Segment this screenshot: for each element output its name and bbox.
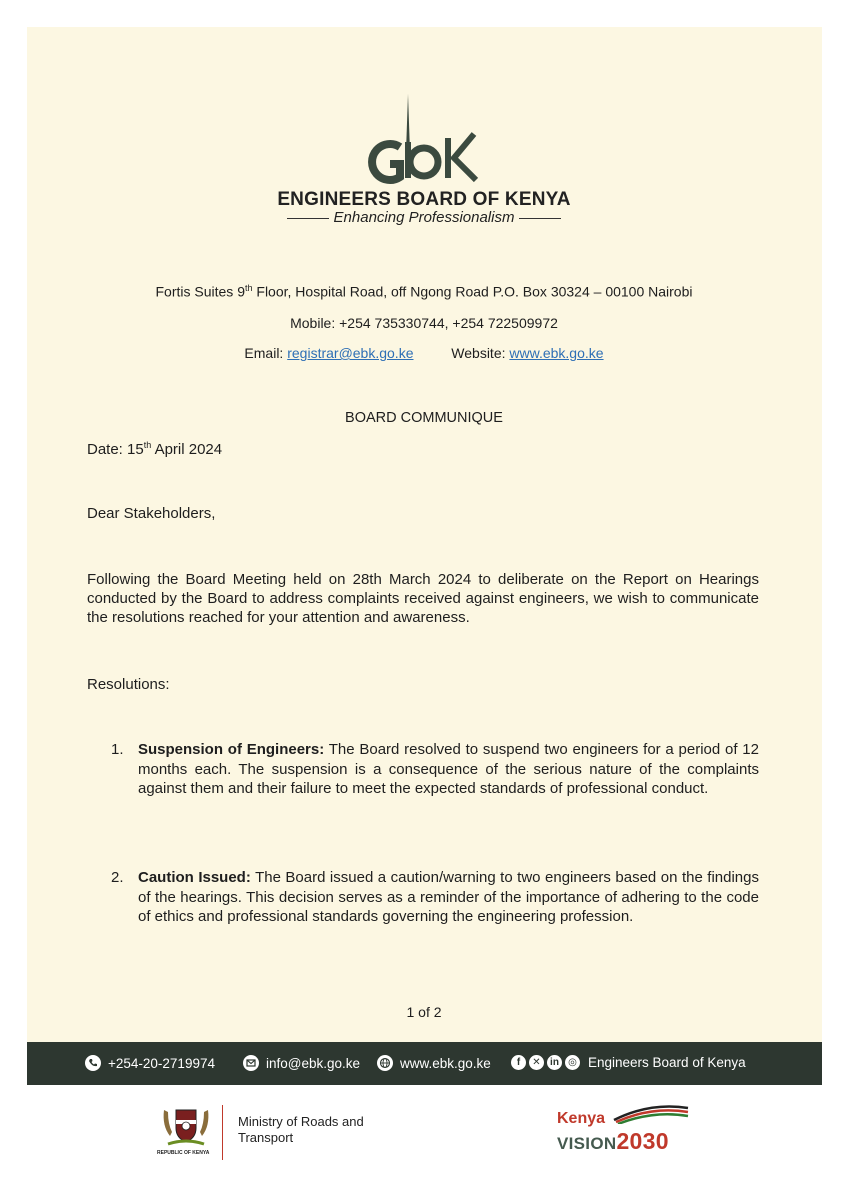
vision-swoosh-icon <box>612 1104 690 1124</box>
email-link[interactable]: registrar@ebk.go.ke <box>287 345 414 361</box>
salutation: Dear Stakeholders, <box>87 505 216 522</box>
ministry-name: Ministry of Roads and Transport <box>238 1114 364 1145</box>
resolution-number: 1. <box>111 741 124 758</box>
phone-icon <box>85 1055 101 1071</box>
ebk-logo-icon <box>362 92 492 187</box>
website-link[interactable]: www.ebk.go.ke <box>509 345 604 361</box>
facebook-icon[interactable]: f <box>511 1055 526 1070</box>
tagline-rule-right <box>519 218 561 219</box>
vision-2030-logo: VISION2030 <box>557 1128 669 1154</box>
tagline <box>0 209 848 226</box>
date-line: Date: 15th April 2024 <box>87 440 223 458</box>
email-website-line: Email: registrar@ebk.go.ke Website: www.ebk.go.ke <box>244 345 604 361</box>
footer-contact-bar <box>27 1042 822 1085</box>
resolutions-title: Resolutions: <box>87 676 170 693</box>
linkedin-icon[interactable]: in <box>547 1055 562 1070</box>
footer-phone[interactable]: +254-20-2719974 <box>85 1055 215 1071</box>
page-title: BOARD COMMUNIQUE <box>345 410 503 426</box>
intro-paragraph: Following the Board Meeting held on 28th March 2024 to deliberate on the Report on Hearings conducted by the Board to address complaints received against engineers, we wish to communicate the resolutions reached for your attention and awareness. <box>87 571 759 626</box>
x-twitter-icon[interactable]: ✕ <box>529 1055 544 1070</box>
tagline-text: Enhancing Professionalism <box>333 209 515 226</box>
globe-icon <box>377 1055 393 1071</box>
resolution-title: Caution Issued: <box>138 869 251 886</box>
resolution-item <box>111 868 759 927</box>
resolution-title: Suspension of Engineers: <box>138 741 325 758</box>
org-name: ENGINEERS BOARD OF KENYA <box>277 189 571 210</box>
ministry-divider <box>222 1105 223 1160</box>
mail-icon <box>243 1055 259 1071</box>
resolution-number: 2. <box>111 869 124 886</box>
instagram-icon[interactable]: ◎ <box>565 1055 580 1070</box>
footer-website[interactable]: www.ebk.go.ke <box>377 1055 491 1071</box>
footer-email[interactable]: info@ebk.go.ke <box>243 1055 360 1071</box>
resolution-text: The Board resolved to suspend two engineers for a period of 12 months each. The suspension is a consequence of the serious nature of the complaints against them and their failure to meet the expected standards of professional conduct. <box>138 741 759 797</box>
coat-caption: REPUBLIC OF KENYA <box>157 1150 210 1156</box>
vision-kenya-text: Kenya <box>557 1110 606 1127</box>
kenya-coat-of-arms-icon <box>160 1102 212 1150</box>
footer-social[interactable]: f ✕ in ◎ Engineers Board of Kenya <box>511 1055 746 1070</box>
address-line: Fortis Suites 9th Floor, Hospital Road, off Ngong Road P.O. Box 30324 – 00100 Nairobi <box>155 283 693 300</box>
resolution-item <box>111 740 759 799</box>
resolution-text: The Board issued a caution/warning to two engineers based on the findings of the hearings. This decision serves as a reminder of the importance of adhering to the code of ethics and professional standards governing the engineering profession. <box>138 869 759 925</box>
page-number: 1 of 2 <box>406 1004 442 1020</box>
mobile-line: Mobile: +254 735330744, +254 722509972 <box>290 315 558 331</box>
tagline-rule-left <box>287 218 329 219</box>
